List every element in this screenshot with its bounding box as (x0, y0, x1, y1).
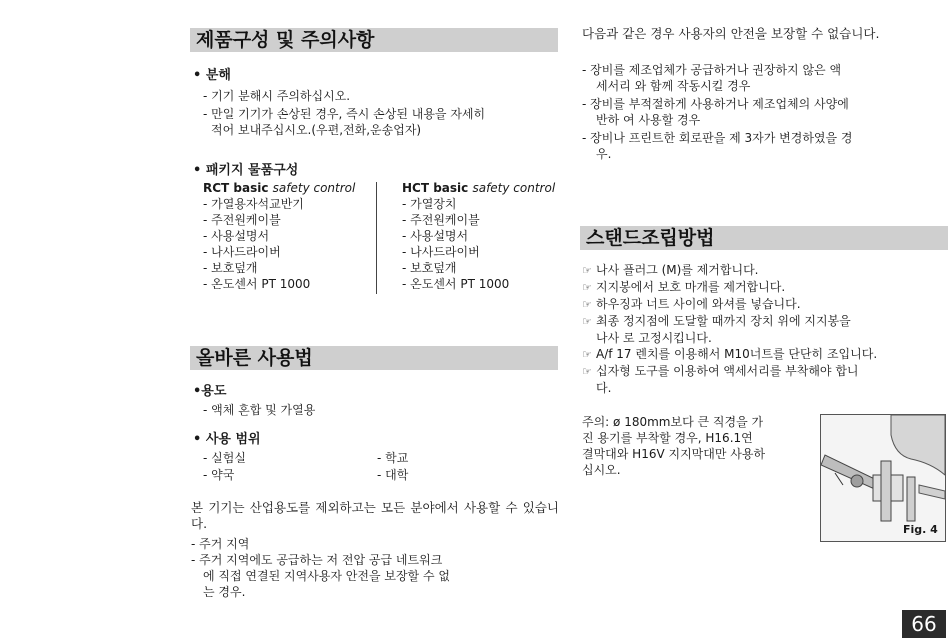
purpose-heading: •용도 (193, 384, 227, 399)
safety-case: 세서리 와 함께 작동시킬 경우 (596, 79, 751, 93)
scope-item: - 약국 (203, 468, 235, 482)
pointing-hand-icon: ☞ (582, 264, 592, 277)
assembly-steps (582, 262, 948, 396)
hct-item: - 보호덮개 (402, 261, 457, 275)
hct-item-list (402, 196, 509, 292)
rct-item: - 온도센서 PT 1000 (203, 277, 311, 291)
hct-item: - 사용설명서 (402, 229, 469, 243)
pointing-hand-icon: ☞ (582, 315, 592, 328)
hct-item: - 온도센서 PT 1000 (402, 277, 510, 291)
rct-item: - 가열용자석교반기 (203, 197, 304, 211)
figure-caption: Fig. 4 (903, 523, 938, 536)
pointing-hand-icon: ☞ (582, 281, 592, 294)
assembly-step: ☞ 하우징과 너트 사이에 와셔를 넣습니다. (582, 297, 801, 311)
assembly-step: ☞ 최종 정지점에 도달할 때까지 장치 위에 지지봉을 (582, 314, 851, 328)
hct-item: - 나사드라이버 (402, 245, 480, 259)
residential-item: 에 직접 연결된 지역사용자 안전을 보장할 수 없 (203, 569, 450, 583)
rct-item: - 나사드라이버 (203, 245, 281, 259)
rct-item: - 사용설명서 (203, 229, 270, 243)
safety-intro: 다음과 같은 경우 사용자의 안전을 보장할 수 없습니다. (582, 26, 880, 41)
safety-case: - 장비를 제조업체가 공급하거나 권장하지 않은 액 (582, 63, 842, 77)
rct-item: - 보호덮개 (203, 261, 258, 275)
purpose-item: - 액체 혼합 및 가열용 (203, 403, 316, 417)
residential-item: 는 경우. (203, 585, 246, 599)
package-heading: • 패키지 물품구성 (193, 163, 299, 178)
page-number: 66 (902, 610, 946, 638)
residential-heading: - 주거 지역 (191, 537, 250, 551)
disassembly-item: - 기기 분해시 주의하십시오. (203, 89, 351, 103)
assembly-step-cont: 나사 로 고정시킵니다. (596, 331, 712, 345)
disassembly-heading: • 분해 (193, 68, 231, 83)
section-title-components: 제품구성 및 주의사항 (190, 28, 558, 52)
disassembly-item: - 만일 기기가 손상된 경우, 즉시 손상된 내용을 자세히 (203, 107, 486, 121)
usage-paragraph: 본 기기는 산업용도를 제외하고는 모든 분야에서 사용할 수 있습니다. (191, 500, 559, 532)
assembly-step-cont: 다. (596, 381, 612, 395)
column-divider (376, 182, 377, 294)
scope-item: - 대학 (377, 468, 409, 482)
assembly-step: ☞ A/f 17 렌치를 이용해서 M10너트를 단단히 조입니다. (582, 347, 878, 361)
assembly-step: ☞ 지지봉에서 보호 마개를 제거합니다. (582, 280, 786, 294)
caution-line: 십시오. (582, 463, 621, 477)
caution-note (582, 414, 810, 478)
assembly-step: ☞ 나사 플러그 (M)를 제거합니다. (582, 263, 759, 277)
pointing-hand-icon: ☞ (582, 365, 592, 378)
residential-item: - 주거 지역에도 공급하는 저 전압 공급 네트워크 (191, 553, 443, 567)
safety-case: 반하 여 사용할 경우 (596, 113, 701, 127)
safety-case: - 장비나 프린트한 회로판을 제 3자가 변경하였을 경 (582, 131, 853, 145)
rct-item-list (203, 196, 310, 292)
pointing-hand-icon: ☞ (582, 348, 592, 361)
section-title-stand: 스탠드조립방법 (580, 226, 948, 250)
hct-item: - 주전원케이블 (402, 213, 480, 227)
scope-item: - 실험실 (203, 451, 246, 465)
hct-model-title: HCT basic safety control (402, 181, 556, 195)
safety-case: - 장비를 부적절하게 사용하거나 제조업체의 사양에 (582, 97, 849, 111)
scope-item: - 학교 (377, 451, 409, 465)
pointing-hand-icon: ☞ (582, 298, 592, 311)
scope-heading: • 사용 범위 (193, 432, 261, 447)
rct-item: - 주전원케이블 (203, 213, 281, 227)
caution-line: 진 용기를 부착할 경우, H16.1연 (582, 431, 753, 445)
disassembly-item: 적어 보내주십시오.(우편,전화,운송업자) (211, 123, 422, 137)
hct-item: - 가열장치 (402, 197, 457, 211)
assembly-step: ☞ 십자형 도구를 이용하여 액세서리를 부착해야 합니 (582, 364, 859, 378)
caution-line: 결막대와 H16V 지지막대만 사용하 (582, 447, 766, 461)
rct-model-title: RCT basic safety control (203, 181, 356, 195)
section-title-usage: 올바른 사용법 (190, 346, 558, 370)
figure-4-illustration (820, 414, 946, 542)
caution-line: 주의: ø 180mm보다 큰 직경을 가 (582, 415, 764, 429)
safety-case: 우. (596, 147, 612, 161)
